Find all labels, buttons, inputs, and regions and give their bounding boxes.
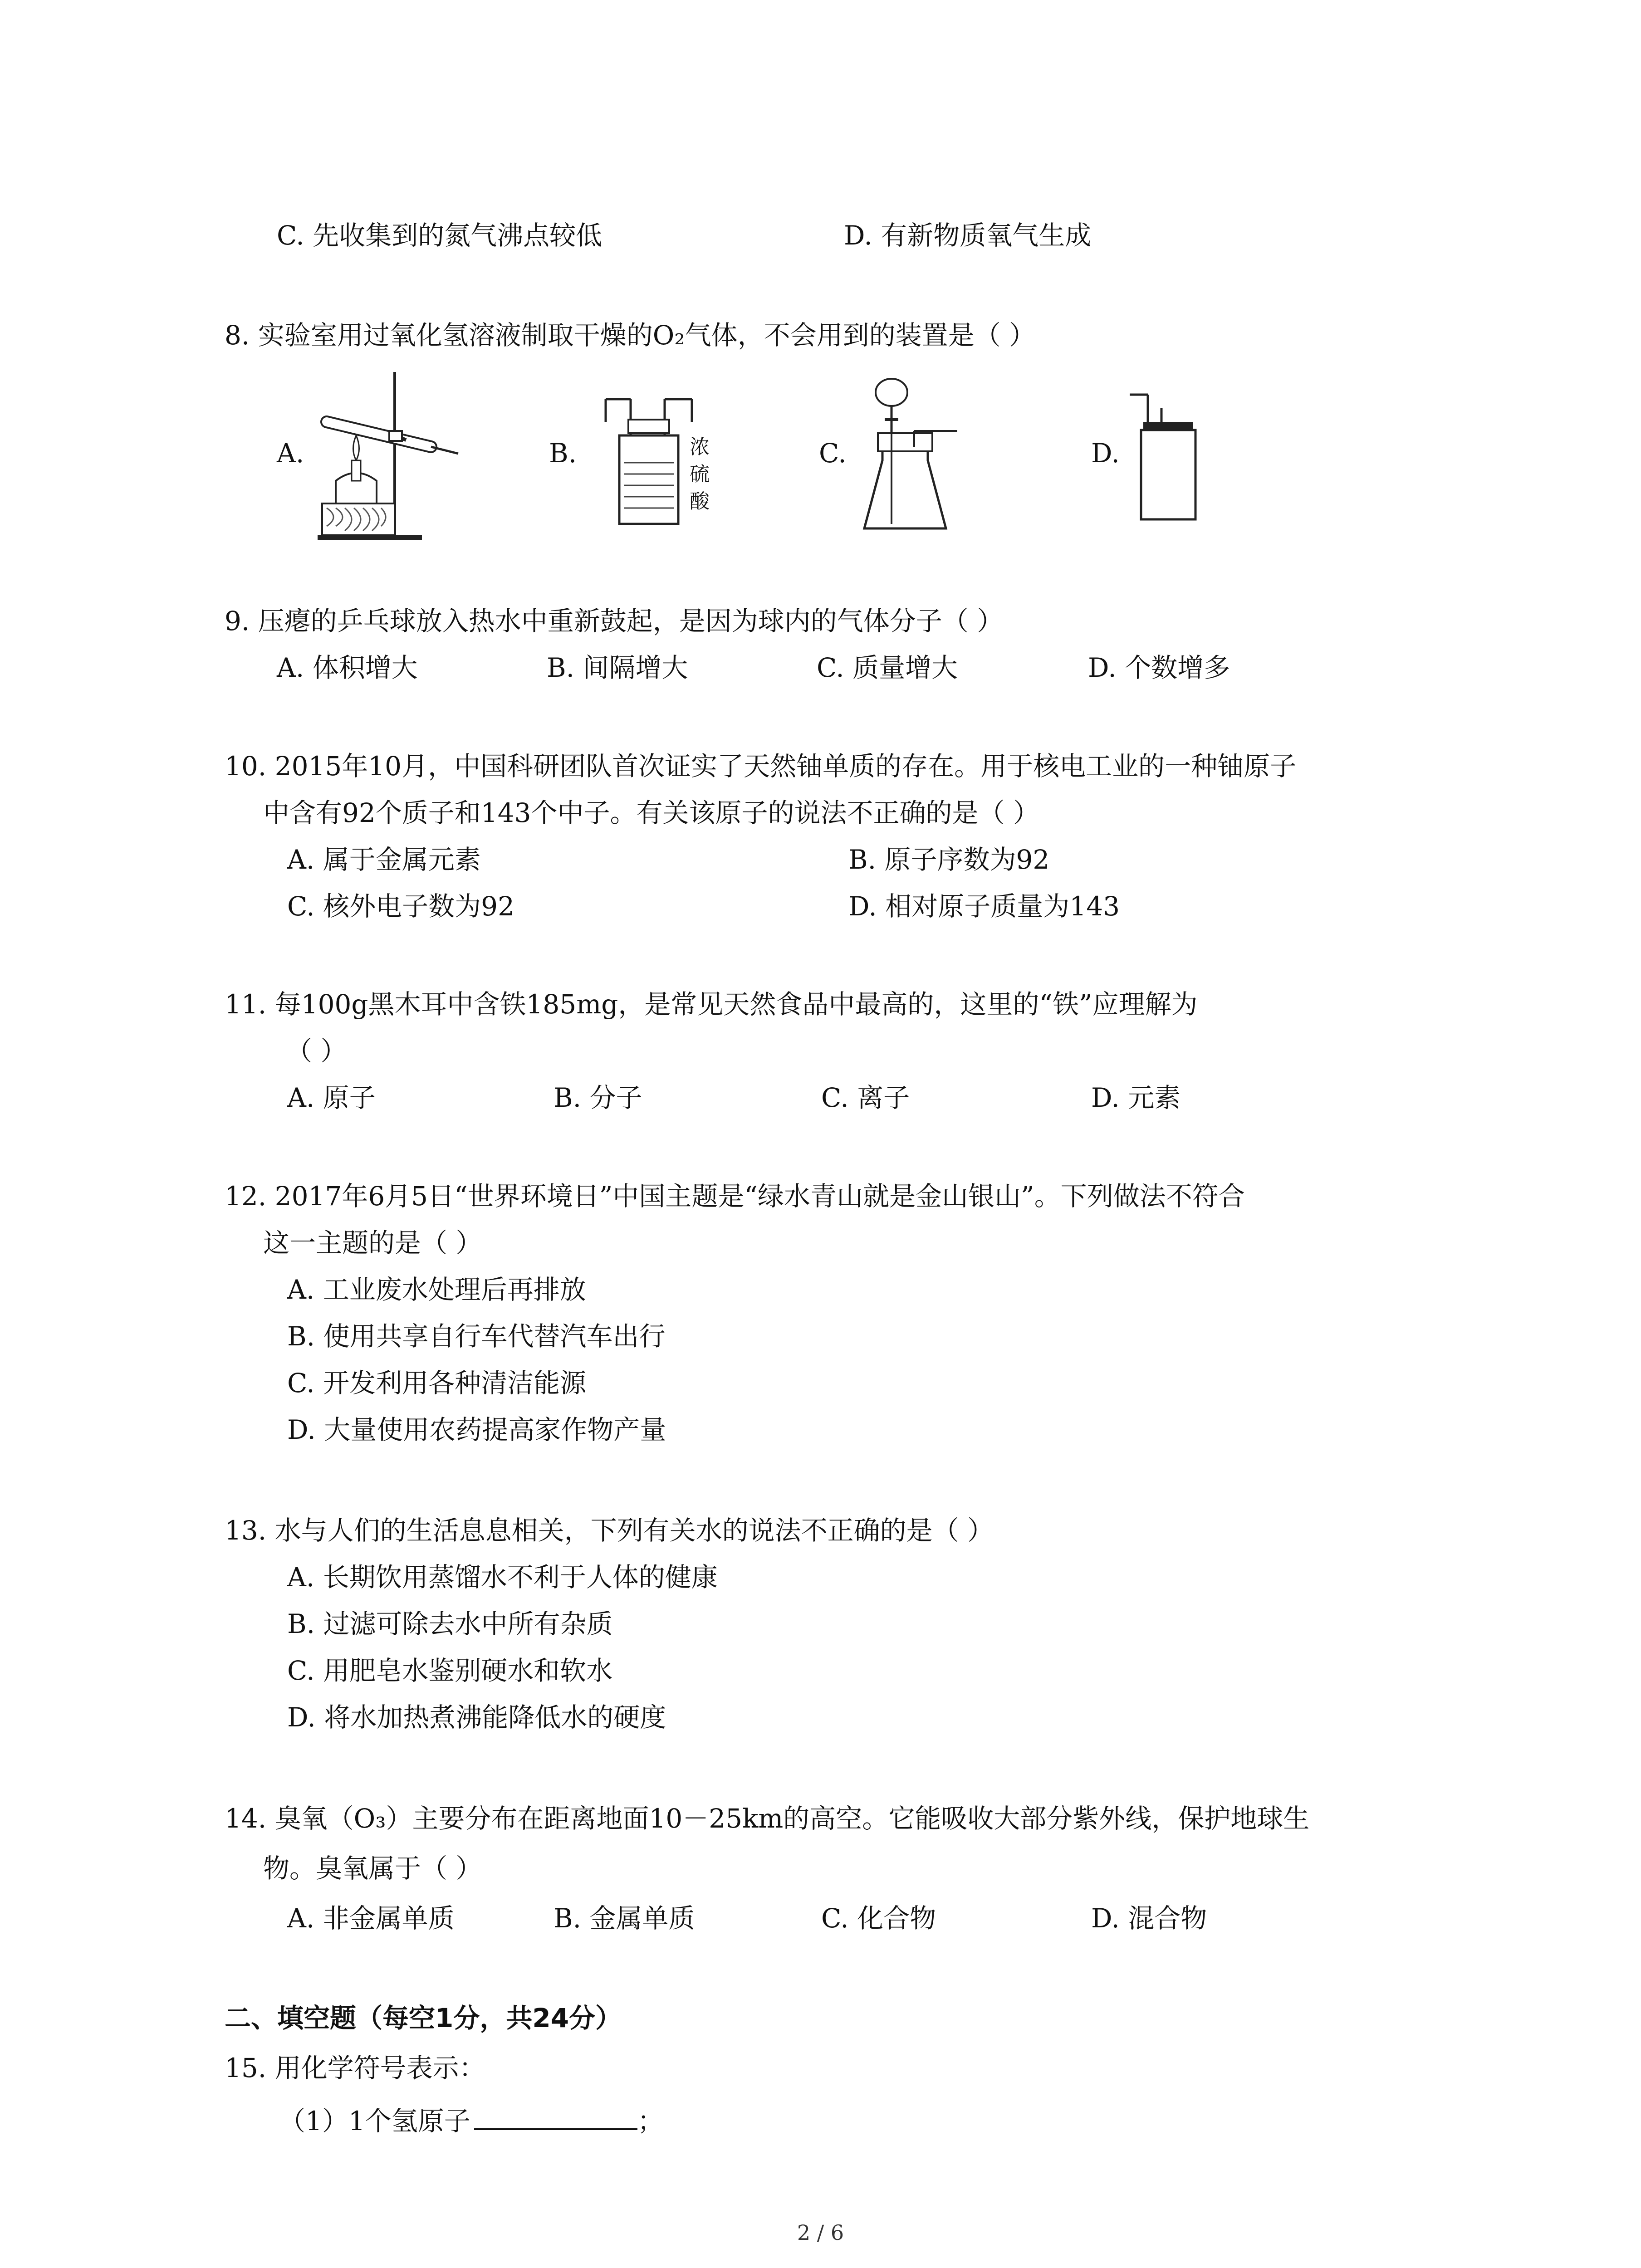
page-number: 2 / 6 xyxy=(797,2220,844,2245)
q14-option-c: C. 化合物 xyxy=(821,1903,936,1934)
q10-stem-line1: 10. 2015年10月，中国科研团队首次证实了天然铀单质的存在。用于核电工业的一种铀原子 xyxy=(225,751,1297,782)
gas-washing-bottle-icon xyxy=(592,395,710,531)
q13-stem: 13. 水与人们的生活息息相关，下列有关水的说法不正确的是（ ） xyxy=(225,1515,994,1546)
q14-option-d: D. 混合物 xyxy=(1091,1903,1207,1934)
q11-option-c: C. 离子 xyxy=(821,1082,910,1113)
flask-funnel-icon xyxy=(860,374,969,538)
q11-option-b: B. 分子 xyxy=(554,1082,642,1113)
q15-sub1-label: （1）1个氢原子 xyxy=(279,2106,470,2136)
q9-stem: 9. 压瘪的乒乓球放入热水中重新鼓起，是因为球内的气体分子（ ） xyxy=(225,606,1004,636)
q12-stem-line2: 这一主题的是（ ） xyxy=(263,1227,482,1258)
q12-stem-line1: 12. 2017年6月5日“世界环境日”中国主题是“绿水青山就是金山银山”。下列做法不符合 xyxy=(225,1181,1245,1212)
q12-option-d: D. 大量使用农药提高家作物产量 xyxy=(287,1414,666,1445)
q10-option-b: B. 原子序数为92 xyxy=(848,844,1050,875)
acid-label-2: 硫 xyxy=(690,463,710,486)
q8-stem: 8. 实验室用过氧化氢溶液制取干燥的O₂气体，不会用到的装置是（ ） xyxy=(225,320,1036,351)
q15-sub1-end: ； xyxy=(637,2106,664,2136)
q15-stem: 15. 用化学符号表示： xyxy=(225,2053,485,2083)
q11-option-a: A. 原子 xyxy=(287,1082,376,1113)
q8-label-b: B. xyxy=(549,438,577,469)
q9-option-c: C. 质量增大 xyxy=(817,652,958,683)
q9-option-b: B. 间隔增大 xyxy=(547,652,688,683)
q7-option-c: C. 先收集到的氮气沸点较低 xyxy=(277,220,603,251)
q13-option-c: C. 用肥皂水鉴别硬水和软水 xyxy=(287,1655,613,1686)
q14-option-b: B. 金属单质 xyxy=(554,1903,695,1934)
heating-apparatus-icon xyxy=(309,367,463,549)
q8-label-a: A. xyxy=(277,438,304,469)
q14-option-a: A. 非金属单质 xyxy=(287,1903,455,1934)
acid-label-3: 酸 xyxy=(690,490,710,513)
q10-stem-line2: 中含有92个质子和143个中子。有关该原子的说法不正确的是（ ） xyxy=(263,797,1039,828)
q14-stem-line2: 物。臭氧属于（ ） xyxy=(263,1853,482,1884)
q7-option-d: D. 有新物质氧气生成 xyxy=(844,220,1092,251)
q12-option-a: A. 工业废水处理后再排放 xyxy=(287,1274,586,1305)
section-2-title: 二、填空题（每空1分，共24分） xyxy=(225,2003,622,2033)
q14-stem-line1: 14. 臭氧（O₃）主要分布在距离地面10－25km的高空。它能吸收大部分紫外线，保护地球生 xyxy=(225,1803,1310,1834)
q13-option-b: B. 过滤可除去水中所有杂质 xyxy=(287,1608,613,1639)
q10-option-a: A. 属于金属元素 xyxy=(287,844,481,875)
q11-stem-line2: （ ） xyxy=(286,1036,347,1066)
acid-label-1: 浓 xyxy=(690,435,710,459)
q8-label-d: D. xyxy=(1091,438,1120,469)
q15-sub1 xyxy=(279,2105,664,2134)
q13-option-d: D. 将水加热煮沸能降低水的硬度 xyxy=(287,1702,666,1733)
q9-option-d: D. 个数增多 xyxy=(1088,652,1230,683)
q13-option-a: A. 长期饮用蒸馏水不利于人体的健康 xyxy=(287,1562,718,1593)
q12-option-c: C. 开发利用各种清洁能源 xyxy=(287,1368,587,1398)
q12-option-b: B. 使用共享自行车代替汽车出行 xyxy=(287,1321,666,1352)
gas-collecting-bottle-icon xyxy=(1125,390,1216,535)
q11-stem-line1: 11. 每100g黑木耳中含铁185mg，是常见天然食品中最高的，这里的“铁”应理解为 xyxy=(225,989,1198,1020)
q11-option-d: D. 元素 xyxy=(1091,1082,1181,1113)
q10-option-d: D. 相对原子质量为143 xyxy=(848,891,1120,922)
q9-option-a: A. 体积增大 xyxy=(277,652,418,683)
q15-sub1-answer-blank[interactable] xyxy=(474,2105,637,2130)
q10-option-c: C. 核外电子数为92 xyxy=(287,891,514,922)
q8-label-c: C. xyxy=(819,438,847,469)
